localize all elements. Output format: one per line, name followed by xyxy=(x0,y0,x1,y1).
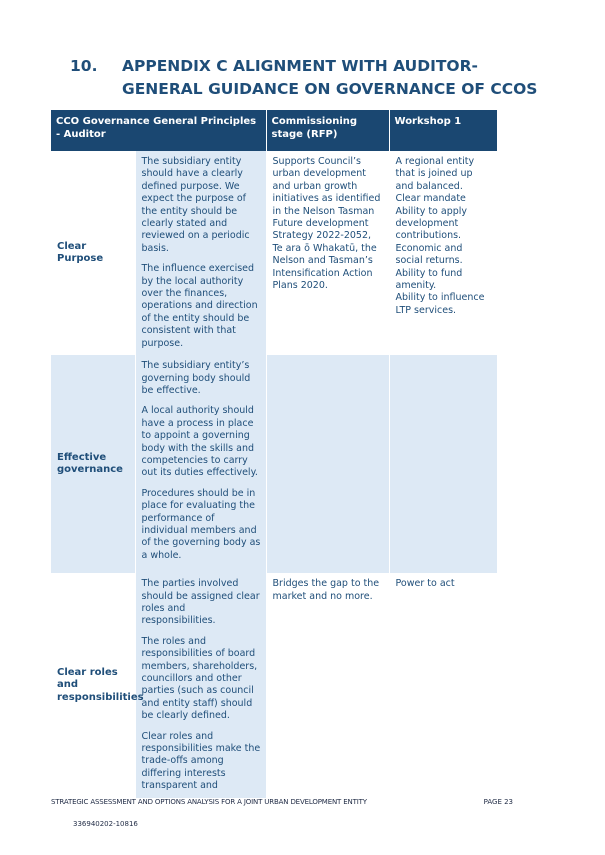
header-workshop: Workshop 1 xyxy=(389,110,497,151)
header-commissioning: Commissioning stage (RFP) xyxy=(266,110,389,151)
row-label: Clear Purpose xyxy=(51,151,135,355)
row-workshop xyxy=(389,151,497,355)
principle-paragraph: The subsidiary entity should have a clearly defined purpose. We expect the purpose of the entity should be clearly stated and reviewed on a periodic basis. xyxy=(141,156,250,254)
workshop-item: Ability to influence LTP services. xyxy=(395,292,485,316)
principle-paragraph: The subsidiary entity’s governing body should be effective. xyxy=(141,360,251,396)
principle-paragraph: The parties involved should be assigned clear roles and responsibilities. xyxy=(141,578,260,627)
table-row xyxy=(51,355,497,573)
header-governance-principles xyxy=(51,110,266,151)
row-label: Effective governance xyxy=(51,355,135,573)
header-col2: Principles - Auditor xyxy=(56,116,257,140)
row-commissioning: Bridges the gap to the market and no more. xyxy=(266,573,389,798)
document-id: 336940202-10816 xyxy=(73,820,138,828)
workshop-item: A regional entity that is joined up and balanced. xyxy=(395,156,475,192)
footer-document-title: STRATEGIC ASSESSMENT AND OPTIONS ANALYSIS FOR A JOINT URBAN DEVELOPMENT ENTITY xyxy=(51,798,367,806)
principle-paragraph: Clear roles and responsibilities make the trade-offs among differing interests transparent and xyxy=(141,730,261,792)
workshop-item: Ability to fund amenity. xyxy=(395,267,463,292)
row-principles xyxy=(135,573,266,798)
workshop-item: Power to act xyxy=(395,578,455,590)
row-workshop xyxy=(389,355,497,573)
principle-paragraph: Procedures should be in place for evaluating the performance of individual members and of the governing body as a whole. xyxy=(141,487,261,561)
row-label: Clear roles and responsibilities xyxy=(51,573,135,798)
row-commissioning xyxy=(266,355,389,573)
section-number: 10. xyxy=(70,57,98,75)
workshop-item: Clear mandate xyxy=(395,193,466,205)
section-title: APPENDIX C ALIGNMENT WITH AUDITOR-GENERAL GUIDANCE ON GOVERNANCE OF CCOS xyxy=(122,57,538,98)
header-col1: CCO Governance General xyxy=(56,116,198,127)
workshop-item: Ability to apply development contributions. xyxy=(395,205,468,242)
principle-paragraph: The roles and responsibilities of board members, shareholders, councillors and other parties (such as council and entity staff) should be clearly defined. xyxy=(141,635,258,722)
principle-paragraph: A local authority should have a process in place to appoint a governing body with the skills and competencies to carry out its duties effectively. xyxy=(141,405,258,479)
row-principles xyxy=(135,355,266,573)
table-header-row xyxy=(51,110,497,151)
alignment-table xyxy=(51,110,497,798)
principle-paragraph: The influence exercised by the local authority over the finances, operations and direction of the entity should be consistent with that purpose. xyxy=(141,263,258,349)
workshop-item: Economic and social returns. xyxy=(395,242,463,267)
row-workshop xyxy=(389,573,497,798)
table-row xyxy=(51,151,497,355)
footer-page-number: PAGE 23 xyxy=(483,798,513,806)
row-commissioning: Supports Council’s urban development and urban growth initiatives as identified in the Nelson Tasman Future development Strategy 2022-2052, Te ara ō Whakatū, the Nelson and Tasman’s Intensification Action Plans 2020. xyxy=(266,151,389,355)
row-principles xyxy=(135,151,266,355)
table-row xyxy=(51,573,497,798)
